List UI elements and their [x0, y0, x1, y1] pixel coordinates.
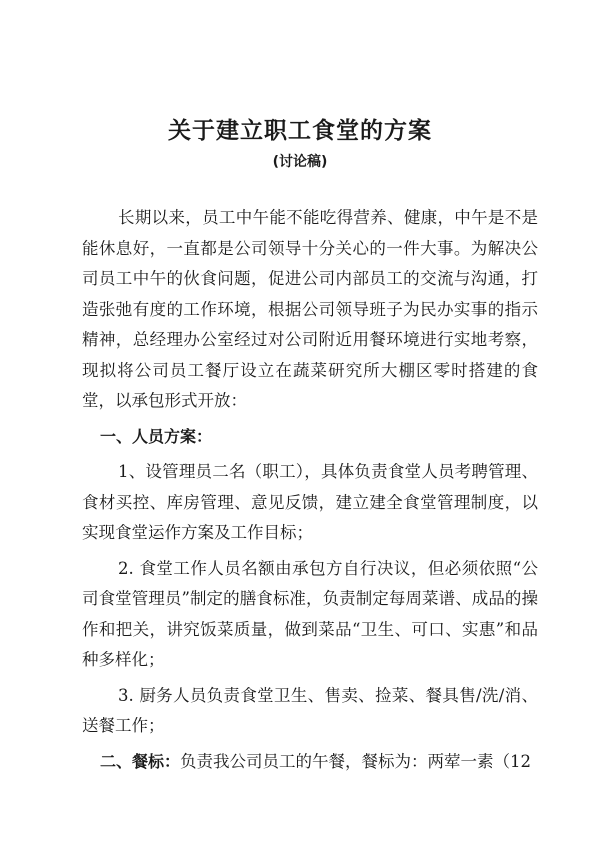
meal-standard-text: 负责我公司员工的午餐，餐标为：两荤一素（12: [180, 751, 532, 771]
personnel-item-1: 1、设管理员二名（职工），具体负责食堂人员考聘管理、食材买控、库房管理、意见反馈，建立建全食堂管理制度，以实现食堂运作方案及工作目标；: [82, 462, 538, 542]
personnel-item-3: 3. 厨务人员负责食堂卫生、售卖、捡菜、餐具售/洗/消、送餐工作；: [82, 685, 538, 735]
intro-paragraph: 长期以来，员工中午能不能吃得营养、健康，中午是不是能休息好，一直都是公司领导十分关心的一件大事。为解决公司员工中午的伙食问题，促进公司内部员工的交流与沟通，打造张弛有度的工作环境，根据公司领导班子为民办实事的指示精神，总经理办公室经过对公司附近用餐环境进行实地考察，现拟将公司员工餐厅设立在蔬菜研究所大棚区零时搭建的食堂，以承包形式开放：: [82, 208, 538, 410]
document-title: 关于建立职工食堂的方案: [168, 118, 432, 144]
personnel-item-2: 2. 食堂工作人员名额由承包方自行决议，但必须依照“公司食堂管理员”制定的膳食标准，负责制定每周菜谱、成品的操作和把关，讲究饭菜质量，做到菜品“卫生、可口、实惠”和品种多样化；: [82, 558, 538, 669]
document-body: [82, 203, 538, 777]
section-heading-meal-standard: 二、餐标：: [100, 751, 181, 771]
document-subtitle: (讨论稿): [272, 154, 328, 170]
meal-standard-paragraph: [82, 747, 538, 778]
section-heading-personnel: 一、人员方案：: [100, 426, 213, 446]
